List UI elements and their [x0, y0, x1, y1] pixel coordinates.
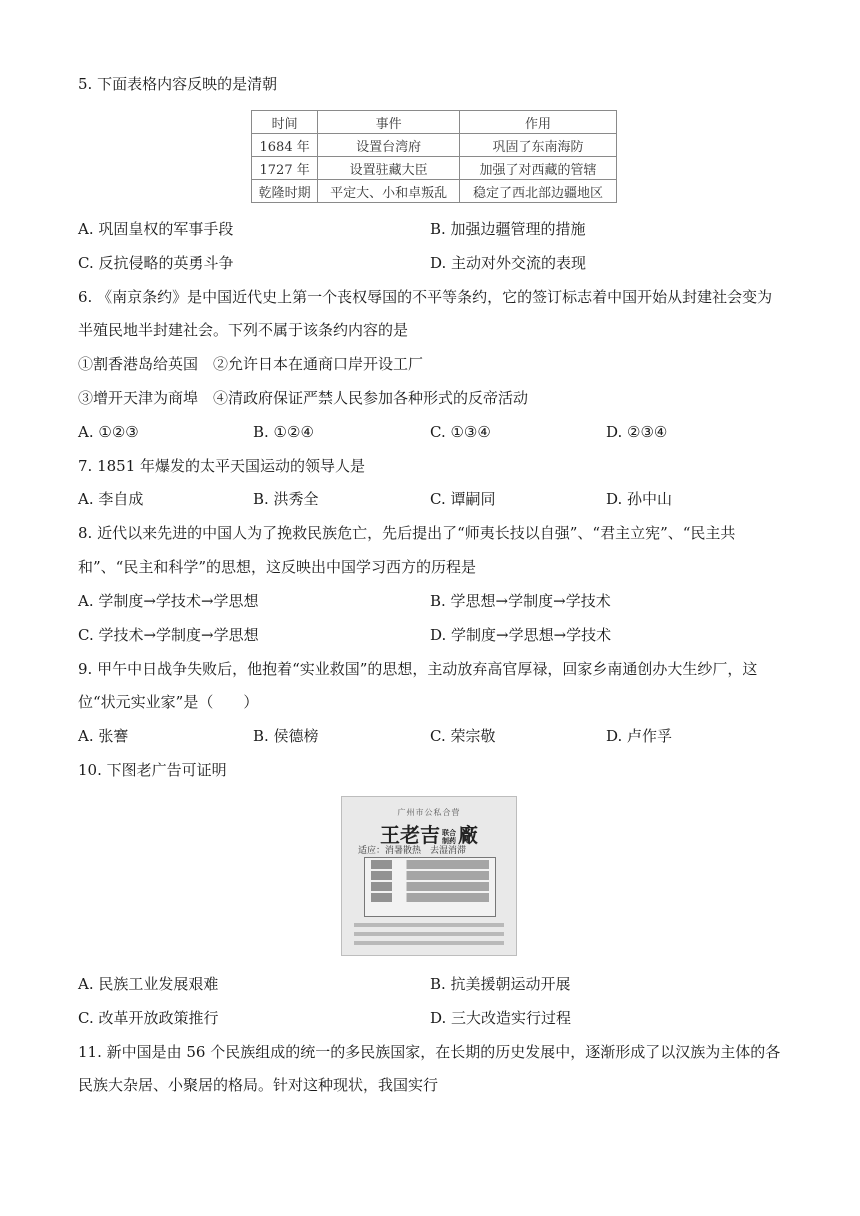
q5-option-b[interactable]: B. 加强边疆管理的措施 [430, 220, 586, 238]
table-row [252, 157, 617, 180]
table-header-cell: 时间 [252, 111, 318, 134]
q9-stem-line1: 9. 甲午中日战争失败后，他抱着“实业救国”的思想，主动放弃高官厚禄，回家乡南通创办大生纱厂，这 [78, 660, 758, 678]
ad-usage-text: 适应：消暑散热 去湿消滞 [358, 846, 467, 856]
q10-option-a[interactable]: A. 民族工业发展艰难 [78, 975, 219, 993]
q7-option-d[interactable]: D. 孙中山 [606, 490, 673, 508]
q6-option-c[interactable]: C. ①③④ [430, 423, 491, 441]
q10-stem: 10. 下图老广告可证明 [78, 761, 227, 779]
ad-footer-line [354, 923, 504, 927]
q9-option-d[interactable]: D. 卢作孚 [606, 727, 673, 745]
q11-stem-line1: 11. 新中国是由 56 个民族组成的统一的多民族国家，在长期的历史发展中，逐渐形成了以汉族为主体的各 [78, 1043, 781, 1061]
table-cell: 巩固了东南海防 [460, 134, 617, 157]
q5-event-table [251, 110, 617, 203]
ad-product-list [364, 857, 496, 917]
table-header-cell: 事件 [318, 111, 460, 134]
q8-stem-line1: 8. 近代以来先进的中国人为了挽救民族危亡，先后提出了“师夷长技以自强”、“君主立宪”、“民主共 [78, 524, 736, 542]
q9-option-b[interactable]: B. 侯德榜 [253, 727, 319, 745]
table-cell: 乾隆时期 [252, 180, 318, 203]
q6-option-b[interactable]: B. ①②④ [253, 423, 314, 441]
table-row [252, 134, 617, 157]
ad-footer-line [354, 932, 504, 936]
table-cell: 设置驻藏大臣 [318, 157, 460, 180]
table-header-row [252, 111, 617, 134]
q5-option-a[interactable]: A. 巩固皇权的军事手段 [78, 220, 234, 238]
q10-option-c[interactable]: C. 改革开放政策推行 [78, 1009, 219, 1027]
table-cell: 加强了对西藏的管辖 [460, 157, 617, 180]
ad-footer-line [354, 941, 504, 945]
table-cell: 稳定了西北部边疆地区 [460, 180, 617, 203]
table-cell: 设置台湾府 [318, 134, 460, 157]
q8-option-c[interactable]: C. 学技术→学制度→学思想 [78, 626, 259, 644]
ad-brand-name: 王老吉 [380, 823, 440, 847]
q10-option-b[interactable]: B. 抗美援朝运动开展 [430, 975, 571, 993]
table-cell: 平定大、小和卓叛乱 [318, 180, 460, 203]
q8-stem-line2: 和”、“民主和科学”的思想，这反映出中国学习西方的历程是 [78, 558, 477, 576]
q5-option-d[interactable]: D. 主动对外交流的表现 [430, 254, 587, 272]
q7-stem: 7. 1851 年爆发的太平天国运动的领导人是 [78, 457, 366, 475]
table-cell: 1727 年 [252, 157, 318, 180]
q8-option-a[interactable]: A. 学制度→学技术→学思想 [78, 592, 259, 610]
q6-option-d[interactable]: D. ②③④ [606, 423, 668, 441]
q8-option-d[interactable]: D. 学制度→学思想→学技术 [430, 626, 612, 644]
old-advertisement-image [341, 796, 517, 956]
q6-items-line1: ①割香港岛给英国 ②允许日本在通商口岸开设工厂 [78, 355, 424, 373]
q7-option-c[interactable]: C. 谭嗣同 [430, 490, 496, 508]
table-row [252, 180, 617, 203]
q7-option-b[interactable]: B. 洪秀全 [253, 490, 319, 508]
table-cell: 1684 年 [252, 134, 318, 157]
q9-stem-line2: 位“状元实业家”是（ ） [78, 693, 259, 711]
q6-stem-line2: 半殖民地半封建社会。下列不属于该条约内容的是 [78, 321, 409, 339]
q9-option-a[interactable]: A. 张謇 [78, 727, 129, 745]
ad-brand-small: 联合制药 [442, 827, 456, 845]
q6-items-line2: ③增开天津为商埠 ④清政府保证严禁人民参加各种形式的反帝活动 [78, 389, 529, 407]
q6-stem-line1: 6. 《南京条约》是中国近代史上第一个丧权辱国的不平等条约，它的签订标志着中国开始从封建社会变为 [78, 288, 773, 306]
q6-option-a[interactable]: A. ①②③ [78, 423, 139, 441]
table-header-cell: 作用 [460, 111, 617, 134]
q8-option-b[interactable]: B. 学思想→学制度→学技术 [430, 592, 611, 610]
q11-stem-line2: 民族大杂居、小聚居的格局。针对这种现状，我国实行 [78, 1076, 439, 1094]
ad-company: 广州市公私合营 [397, 808, 461, 817]
q7-option-a[interactable]: A. 李自成 [78, 490, 144, 508]
q5-option-c[interactable]: C. 反抗侵略的英勇斗争 [78, 254, 234, 272]
q5-stem: 5. 下面表格内容反映的是清朝 [78, 75, 278, 93]
q9-option-c[interactable]: C. 荣宗敬 [430, 727, 496, 745]
ad-brand-end: 廠 [458, 823, 478, 847]
q10-option-d[interactable]: D. 三大改造实行过程 [430, 1009, 572, 1027]
